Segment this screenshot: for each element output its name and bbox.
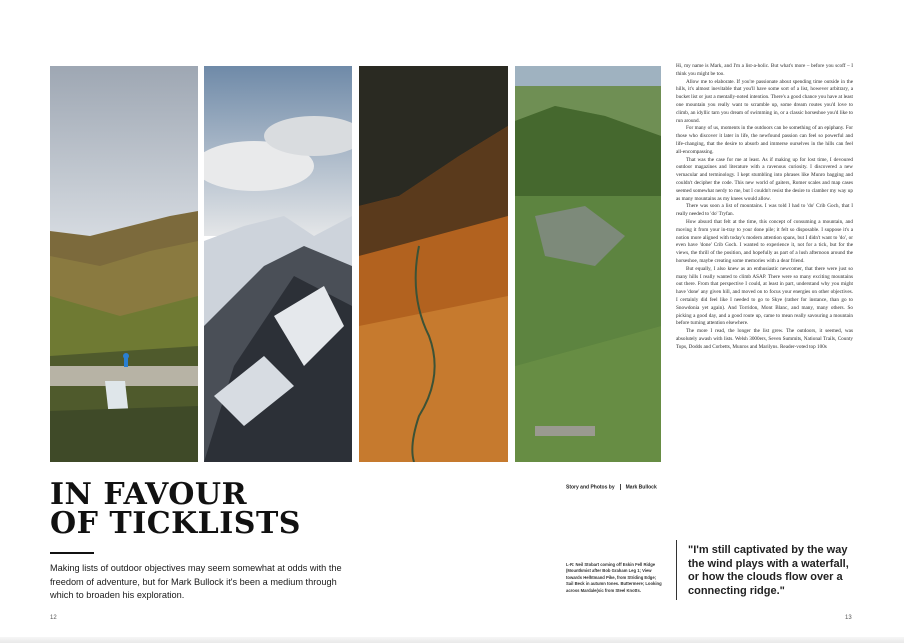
page-number-left: 12: [50, 615, 57, 621]
pullquote: "I'm still captivated by the way the wind plays with a waterfall, or how the clouds flow over a connecting ridge.": [688, 544, 849, 597]
photo-credit: [566, 484, 657, 490]
headline-rule: [50, 552, 94, 554]
body-text-column: [676, 63, 853, 539]
body-paragraph: For many of us, moments in the outdoors can be something of an epiphany. For those who discover it later in life, the newfound passion can feel so powerful and life-changing, that the desire to absorb and immerse ourselves in the hills can feel all-encompassing.: [676, 125, 853, 155]
credit-divider: [620, 484, 621, 490]
headline-line-2: OF TICKLISTS: [50, 506, 301, 541]
body-paragraph: Allow me to elaborate. If you're passionate about spending time outside in the hills, it's almost inevitable that you'll have some sort of a list, however arbitrary, a bucket list or just a mentally-noted intention. There's a good chance you have at least one mountain you really want to scramble up, some dream routes you'd love to climb, an idyllic tarn you dream of swimming in, or a classic horseshoe you'd like to run around.: [676, 78, 853, 124]
credit-label: Story and Photos by: [566, 484, 615, 491]
credit-name: Mark Bullock: [625, 484, 657, 491]
body-paragraph: There was soon a list of mountains. I was told I had to 'do' Crib Goch, that I really needed to 'do' Tryfan.: [676, 203, 853, 218]
page-number-right: 13: [845, 615, 852, 621]
pullquote-rule: [676, 540, 677, 600]
photo-green-hills: [515, 66, 661, 462]
body-paragraph: But equally, I also knew as an enthusiastic newcomer, that there were just so many hills I really wanted to climb ASAP. There were so many exciting mountains out there. From that perspective I could, at least in part, understand why you might have 'done' any given hill, and moved on to focus your energies on other objectives. I certainly did feel like I needed to go to Skye (rather for instance, than go to Snowdonia yet again). And Torridon, Mont Blanc, and many, many others. So picking a good day, and a good route up, came to mean really savouring a mountain before turning attention elsewhere.: [676, 265, 853, 327]
photo-waterfall-runner: [50, 66, 198, 462]
photo-caption: L-R: Neil Stobart coming off Eskin Fell Ridge (Mountkmist after Bob Graham Leg 1; View towards Helhtmand Pike, from Striding Edge; Sail Beck in autumn tones. Buttermere; Looking across Mardale(sic from Steel Knotts.: [566, 562, 662, 593]
standfirst: Making lists of outdoor objectives may seem somewhat at odds with the freedom of adventure, but for Mark Bullock it's been a medium through which to broaden his exploration.: [50, 563, 342, 600]
page-edge: [0, 637, 904, 643]
body-paragraph: The more I read, the longer the list grew. The outdoors, it seemed, was absolutely awash with lists. Welsh 3000ers, Seven Summits, National Trails, County Tops, Dodds and Corbetts, Munros and Marilyns. Reader-voted top 100s: [676, 328, 853, 350]
body-paragraph: That was the case for me at least. As if making up for lost time, I devoured outdoor magazines and literature with a ravenous curiosity. I discovered a new vernacular and terminology. I kept stumbling into phrases like Munro bagging and couldn't decipher the code. This new world of gaiters, Romer scales and map cases seemed somewhat nerdy to me, but I couldn't resist the desire to clamber my way up as many mountains as my knees would allow.: [676, 156, 853, 202]
body-paragraph: Hi, my name is Mark, and I'm a list-a-holic. But what's more – before you scoff – I think you might be too.: [676, 63, 853, 77]
article-headline: [50, 477, 301, 541]
body-paragraph: How absurd that felt at the time, this concept of consuming a mountain, and moving it from your in-tray to your done pile; it felt so disposable. I suppose it's a notion more aligned with today's modern attention spans, but I didn't want to 'do', or even have 'done' Crib Goch. I wanted to experience it, not for a tick, but for the views, the thrill of the position, and hopefully as part of a lush afternoon around the horseshoe, maybe creating some memories with a dear friend.: [676, 218, 853, 264]
photo-autumn-valley: [359, 66, 508, 462]
photo-snowy-ridge: [204, 66, 352, 462]
headline-line-1: IN FAVOUR: [50, 477, 248, 512]
